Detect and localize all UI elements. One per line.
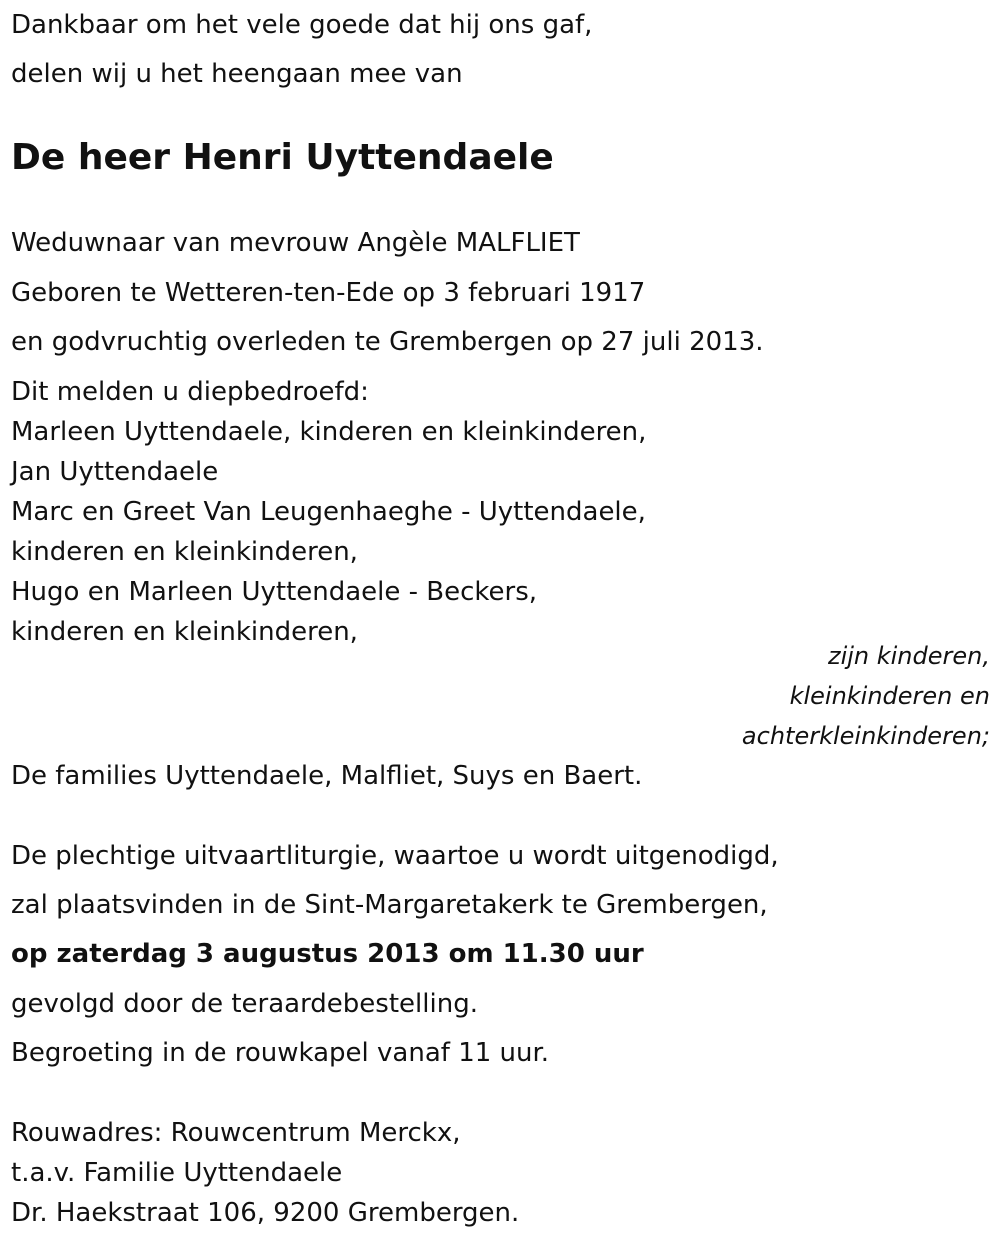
mourner-line: Marleen Uyttendaele, kinderen en kleinkinderen,: [11, 417, 647, 447]
intro-line-2: delen wij u het heengaan mee van: [11, 59, 463, 89]
mourner-line: Hugo en Marleen Uyttendaele - Beckers,: [11, 577, 538, 607]
birth-line: Geboren te Wetteren-ten-Ede op 3 februari 1917: [11, 278, 646, 308]
address-line-1: Rouwadres: Rouwcentrum Merckx,: [11, 1118, 461, 1148]
mourners-heading: Dit melden u diepbedroefd:: [11, 377, 369, 407]
greeting-line: Begroeting in de rouwkapel vanaf 11 uur.: [11, 1038, 550, 1068]
service-line-3: gevolgd door de teraardebestelling.: [11, 989, 478, 1019]
death-line: en godvruchtig overleden te Grembergen op 27 juli 2013.: [11, 327, 764, 357]
address-line-2: t.a.v. Familie Uyttendaele: [11, 1158, 343, 1188]
service-line-1: De plechtige uitvaartliturgie, waartoe u wordt uitgenodigd,: [11, 841, 779, 871]
service-datetime: op zaterdag 3 augustus 2013 om 11.30 uur: [11, 939, 644, 969]
relation-note-line: kleinkinderen en: [789, 682, 990, 710]
deceased-name: De heer Henri Uyttendaele: [11, 137, 554, 178]
widower-line: Weduwnaar van mevrouw Angèle MALFLIET: [11, 228, 580, 258]
address-line-3: Dr. Haekstraat 106, 9200 Grembergen.: [11, 1198, 520, 1228]
families-line: De families Uyttendaele, Malfliet, Suys en Baert.: [11, 761, 643, 791]
intro-line-1: Dankbaar om het vele goede dat hij ons gaf,: [11, 10, 593, 40]
mourner-line: kinderen en kleinkinderen,: [11, 537, 358, 567]
mourner-line: kinderen en kleinkinderen,: [11, 617, 358, 647]
mourner-line: Marc en Greet Van Leugenhaeghe - Uyttendaele,: [11, 497, 646, 527]
relation-note-line: zijn kinderen,: [827, 642, 990, 670]
mourner-line: Jan Uyttendaele: [11, 457, 219, 487]
relation-note-line: achterkleinkinderen;: [741, 722, 990, 750]
service-line-2: zal plaatsvinden in de Sint-Margaretakerk te Grembergen,: [11, 890, 768, 920]
